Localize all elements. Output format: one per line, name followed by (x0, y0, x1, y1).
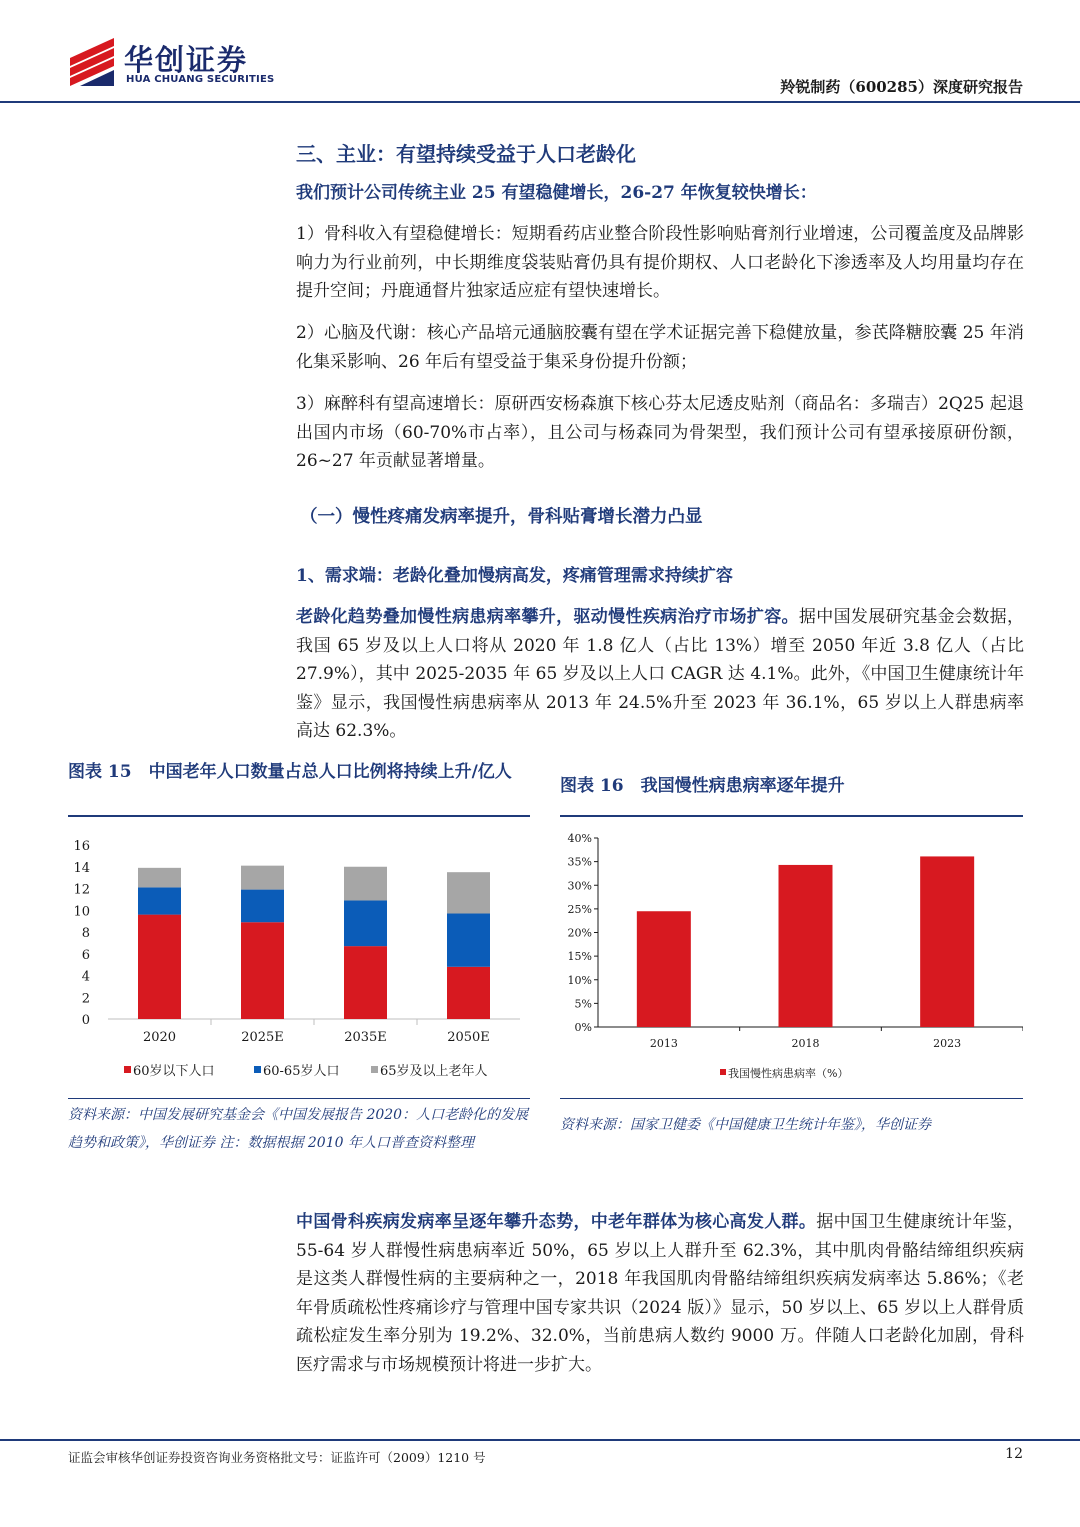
y-tick-label: 4 (81, 969, 90, 985)
x-tick-label: 2050E (447, 1030, 490, 1045)
bar-segment-2020-2 (138, 868, 181, 888)
bar-segment-2020-1 (138, 887, 181, 914)
paragraph-aging-lead: 老龄化趋势叠加慢性病患病率攀升，驱动慢性疾病治疗市场扩容。 (296, 607, 799, 627)
legend-label: 60岁以下人口 (133, 1064, 215, 1079)
subheading: （一）慢性疼痛发病率提升，骨科贴膏增长潜力凸显 (300, 507, 703, 527)
point-orthopedics: 1）骨科收入有望稳健增长：短期看药店业整合阶段性影响贴膏剂行业增速，公司覆盖度及品牌影响力为行业前列，中长期维度袋装贴膏仍具有提价期权、人口老龄化下渗透率及人均用量均存在提升空间；丹鹿通督片独家适应症有望快速增长。 (296, 224, 1024, 301)
bar-segment-2050E-1 (447, 914, 490, 967)
footer-license: 证监会审核华创证券投资咨询业务资格批文号：证监许可（2009）1210 号 (68, 1450, 486, 1465)
bar-segment-2025E-0 (241, 922, 284, 1019)
y-tick-label: 12 (73, 882, 90, 898)
legend-label: 我国慢性病患病率（%） (728, 1067, 849, 1080)
bar-segment-2050E-0 (447, 967, 490, 1019)
y-tick-label: 2 (81, 991, 90, 1007)
y-tick-label: 14 (73, 860, 90, 876)
paragraph-orthopedic-lead: 中国骨科疾病发病率呈逐年攀升态势，中老年群体为核心高发人群。 (296, 1212, 817, 1232)
company-name-cn: 华创证券 (124, 43, 249, 77)
y-tick-label: 0% (574, 1021, 592, 1034)
y-tick-label: 20% (567, 926, 592, 940)
y-tick-label: 10% (567, 973, 592, 987)
legend-swatch (371, 1066, 378, 1073)
x-tick-label: 2035E (344, 1030, 387, 1045)
x-tick-label: 2018 (791, 1037, 820, 1050)
bar-2013 (637, 911, 691, 1027)
figure-16-title: 图表 16 我国慢性病患病率逐年提升 (560, 776, 845, 796)
x-tick-label: 2020 (142, 1030, 177, 1045)
figure-16-bottom-rule (560, 1098, 1023, 1099)
bar-segment-2035E-2 (344, 867, 387, 901)
y-tick-label: 0 (81, 1013, 90, 1028)
legend-label: 60-65岁人口 (263, 1064, 340, 1079)
bar-segment-2035E-1 (344, 900, 387, 946)
page-number: 12 (1005, 1446, 1023, 1462)
legend-swatch (720, 1069, 726, 1075)
figure-15-top-rule (68, 815, 530, 817)
section-heading: 三、主业：有望持续受益于人口老龄化 (296, 142, 636, 166)
figure-15-bottom-rule (68, 1098, 530, 1099)
company-name-en: HUA CHUANG SECURITIES (126, 74, 275, 85)
bar-segment-2050E-2 (447, 872, 490, 913)
paragraph-aging (296, 603, 1024, 746)
y-tick-label: 6 (81, 947, 90, 963)
footer-divider (0, 1439, 1080, 1441)
y-tick-label: 16 (73, 839, 90, 854)
chart-chronic-disease-rate (560, 826, 1023, 1090)
bar-segment-2035E-0 (344, 946, 387, 1019)
chart-elderly-population (68, 830, 530, 1090)
paragraph-aging-body: 据中国发展研究基金会数据，我国 65 岁及以上人口将从 2020 年 1.8 亿人（占比 13%）增至 2050 年近 3.8 亿人（占比 27.9%），其中 2025-2035 年 65 岁及以上人口 CAGR 达 4.1%。此外，《中国卫生健康统计年鉴》显示，我国慢性病患病率从 2013 年 24.5%升至 2023 年 36.1%，65 岁以上人群患病率高达 62.3%。 (296, 607, 1025, 741)
y-tick-label: 35% (567, 855, 592, 869)
section-intro: 我们预计公司传统主业 25 有望稳健增长，26-27 年恢复较快增长： (296, 183, 817, 203)
x-tick-label: 2025E (241, 1030, 284, 1045)
y-tick-label: 25% (567, 902, 592, 916)
y-tick-label: 5% (574, 997, 592, 1011)
legend-swatch (254, 1066, 261, 1073)
y-tick-label: 40% (567, 832, 592, 845)
bar-2018 (779, 865, 833, 1027)
figure-16-source: 资料来源：国家卫健委《中国健康卫生统计年鉴》，华创证券 (560, 1117, 931, 1133)
y-tick-label: 15% (567, 950, 592, 964)
header-divider (0, 101, 1080, 103)
y-tick-label: 8 (81, 926, 90, 941)
bar-segment-2025E-2 (241, 866, 284, 890)
paragraph-orthopedic-body: 据中国卫生健康统计年鉴，55-64 岁人群慢性病患病率近 50%，65 岁以上人群升至 62.3%，其中肌肉骨骼结缔组织疾病是这类人群慢性病的主要病种之一，2018 年我国肌肉骨骼结缔组织疾病发病率达 5.86%；《老年骨质疏松性疼痛诊疗与管理中国专家共识（2024 版）》显示，50 岁以上、65 岁以上人群骨质疏松症发生率分别为 19.2%、32.0%，当前患病人数约 9000 万。伴随人口老龄化加剧，骨科医疗需求与市场规模预计将进一步扩大。 (296, 1212, 1025, 1375)
y-tick-label: 10 (73, 904, 90, 920)
legend-swatch (124, 1066, 131, 1073)
point-anesthesia: 3）麻醉科有望高速增长：原研西安杨森旗下核心芬太尼透皮贴剂（商品名：多瑞吉）2Q25 起退出国内市场（60-70%市占率），且公司与杨森同为骨架型，我们预计公司有望承接原研份额，26~27 年贡献显著增量。 (296, 394, 1024, 471)
bar-segment-2025E-1 (241, 890, 284, 923)
y-tick-label: 30% (567, 879, 592, 893)
figure-15-source: 资料来源：中国发展研究基金会《中国发展报告 2020：人口老龄化的发展趋势和政策》，华创证券 注：数据根据 2010 年人口普查资料整理 (68, 1107, 529, 1151)
figure-16-top-rule (560, 815, 1023, 817)
paragraph-orthopedic-disease (296, 1208, 1024, 1379)
x-tick-label: 2013 (649, 1037, 678, 1050)
bar-2023 (920, 856, 974, 1027)
point-cardio: 2）心脑及代谢：核心产品培元通脑胶囊有望在学术证据完善下稳健放量，参芪降糖胶囊 25 年消化集采影响、26 年后有望受益于集采身份提升份额； (296, 323, 1024, 372)
x-tick-label: 2023 (933, 1037, 962, 1050)
legend-label: 65岁及以上老年人 (380, 1064, 488, 1079)
figure-15-title: 图表 15 中国老年人口数量占总人口比例将持续上升/亿人 (68, 762, 512, 782)
subsubheading: 1、需求端：老龄化叠加慢病高发，疼痛管理需求持续扩容 (296, 566, 733, 586)
bar-segment-2020-0 (138, 915, 181, 1019)
report-title: 羚锐制药（600285）深度研究报告 (780, 78, 1023, 96)
